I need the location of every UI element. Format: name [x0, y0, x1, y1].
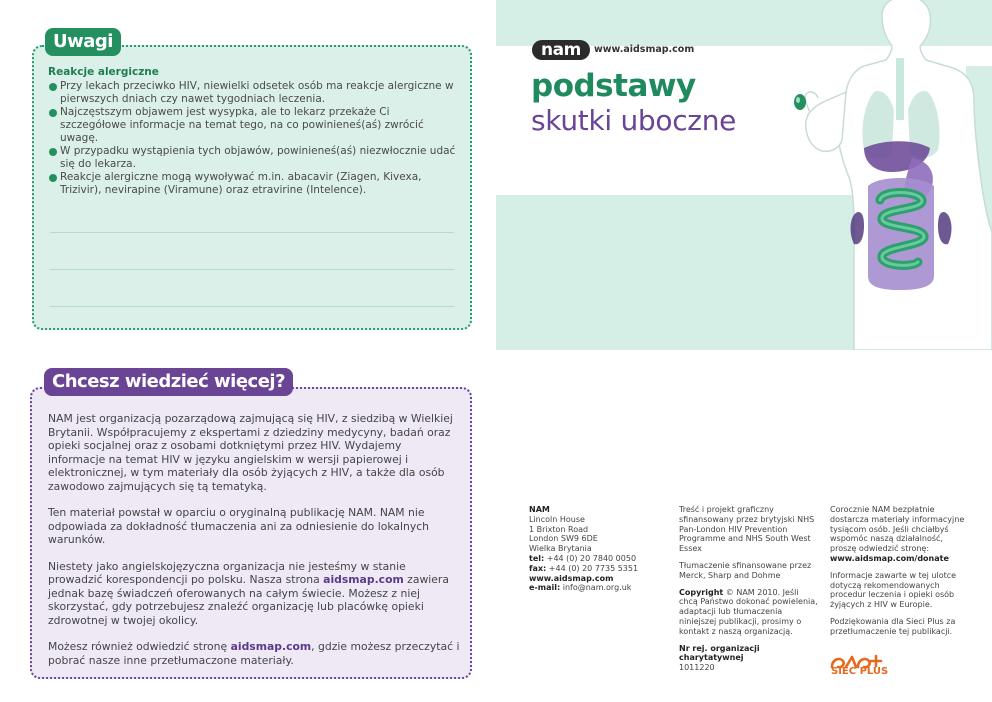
contact-column: [529, 505, 659, 593]
note-line: [50, 306, 454, 307]
nam-logo: nam: [532, 40, 590, 60]
thanks-text: Podziękowania dla Sieci Plus za przetłumaczenie tej publikacji.: [830, 616, 956, 636]
notes-tab-label: Uwagi: [45, 28, 121, 56]
email-link[interactable]: info@nam.org.uk: [560, 583, 632, 593]
funding-text: Treść i projekt graficzny sfinansowany przez brytyjski NHS Pan-London HIV Prevention Programme and NHS South West Essex: [679, 505, 815, 554]
address-line: London SW9 6DE: [529, 534, 598, 544]
pill-icon: [794, 94, 806, 110]
guidelines-text: Informacje zawarte w tej ulotce dotyczą rekomendowanych procedur leczenia i opieki osób żyjących z HIV w Europie.: [830, 570, 957, 610]
body-illustration: [742, 0, 992, 350]
address-line: Wielka Brytania: [529, 544, 592, 554]
notes-content: [48, 66, 458, 197]
address-line: Lincoln House: [529, 514, 585, 524]
aidsmap-link[interactable]: aidsmap.com: [323, 573, 404, 586]
note-line: [50, 232, 454, 233]
more-info-content: [48, 412, 460, 680]
copyright-text: Copyright © NAM 2010. Jeśli chcą Państwo dokonać powielenia, adaptacji lub tłumaczenia niniejszej publikacji, prosimy o kontakt z naszą organizacją.: [679, 587, 818, 636]
allergic-reactions-heading: Reakcje alergiczne: [48, 66, 159, 78]
disclaimer-paragraph: Ten materiał powstał w oparciu o oryginalną publikację NAM. NAM nie odpowiada za dokładność tłumaczenia ani za odniesienie do lokalnych warunków.: [48, 506, 430, 546]
bullet-icon: [49, 148, 57, 156]
cover: [496, 0, 992, 350]
phone-line: tel: +44 (0) 20 7840 0050: [529, 553, 637, 563]
siec-plus-logo-text: SIEC PLUS: [831, 666, 889, 677]
language-paragraph: Niestety jako angielskojęzyczna organizacja nie jesteśmy w stanie prowadzić korespondencji po polsku. Nasza strona aidsmap.com zawiera jednak bazę świadczeń oferowanych na całym świecie. Możesz z niej skorzystać, gdy potrzebujesz znaleźć organizację lub placówkę opieki zdrowotnej w twojej okolicy.: [48, 559, 449, 627]
donate-column: [830, 505, 970, 644]
org-name: NAM: [529, 505, 550, 514]
cover-subtitle: skutki uboczne: [531, 104, 737, 137]
website-link[interactable]: www.aidsmap.com: [529, 573, 614, 583]
cover-url[interactable]: www.aidsmap.com: [594, 44, 695, 55]
email-line: e-mail: info@nam.org.uk: [529, 583, 632, 593]
list-item: Przy lekach przeciwko HIV, niewielki odsetek osób ma reakcje alergiczne w pierwszych dniach czy nawet tygodniach leczenia.: [48, 80, 458, 106]
credits-column: [679, 505, 819, 680]
allergic-reactions-list: [48, 80, 458, 197]
list-item: Reakcje alergiczne mogą wywoływać m.in. abacavir (Ziagen, Kivexa, Trizivir), nevirapine (Viramune) oraz etravirine (Intelence).: [48, 171, 458, 197]
about-nam-paragraph: NAM jest organizacją pozarządową zajmującą się HIV, z siedzibą w Wielkiej Brytanii. Współpracujemy z ekspertami z dziedziny medycyny, badań oraz opieki socjalnej oraz z osobami dotkniętymi przez HIV. Wydajemy informacje na temat HIV w języku angielskim w wersji papierowej i elektronicznej, w tym materiały dla osób żyjących z HIV, a także dla osób zawodowo zajmujących się tą tematyką.: [48, 412, 453, 493]
fax-line: fax: +44 (0) 20 7735 5351: [529, 563, 639, 573]
bullet-icon: [49, 174, 57, 182]
donate-link[interactable]: www.aidsmap.com/donate: [830, 553, 949, 563]
donate-text: Corocznie NAM bezpłatnie dostarcza materiały informacyjne tysiącom osób. Jeśli chciałbyś wspomóc naszą działalność, proszę odwiedzić stronę: www.aidsmap.com/donate: [830, 505, 965, 563]
more-info-tab-label: Chcesz wiedzieć więcej?: [44, 368, 293, 396]
list-item: W przypadku wystąpienia tych objawów, powinieneś(aś) niezwłocznie udać się do lekarza.: [48, 145, 458, 171]
translation-funding-text: Tłumaczenie sfinansowane przez Merck, Sharp and Dohme: [679, 560, 812, 580]
address-line: 1 Brixton Road: [529, 524, 589, 534]
bullet-icon: [49, 83, 57, 91]
translations-paragraph: Możesz również odwiedzić stronę aidsmap.com, gdzie możesz przeczytać i pobrać nasze inne przetłumaczone materiały.: [48, 640, 460, 667]
aidsmap-link[interactable]: aidsmap.com: [230, 640, 312, 653]
bullet-icon: [49, 109, 57, 117]
list-item: Najczęstszym objawem jest wysypka, ale to lekarz przekaże Ci szczegółowe informacje na temat tego, na co powinieneś(aś) zwrócić uwagę.: [48, 106, 458, 145]
charity-number: Nr rej. organizacji charytatywnej 1011220: [679, 643, 760, 673]
note-line: [50, 269, 454, 270]
cover-title: podstawy: [531, 68, 696, 104]
